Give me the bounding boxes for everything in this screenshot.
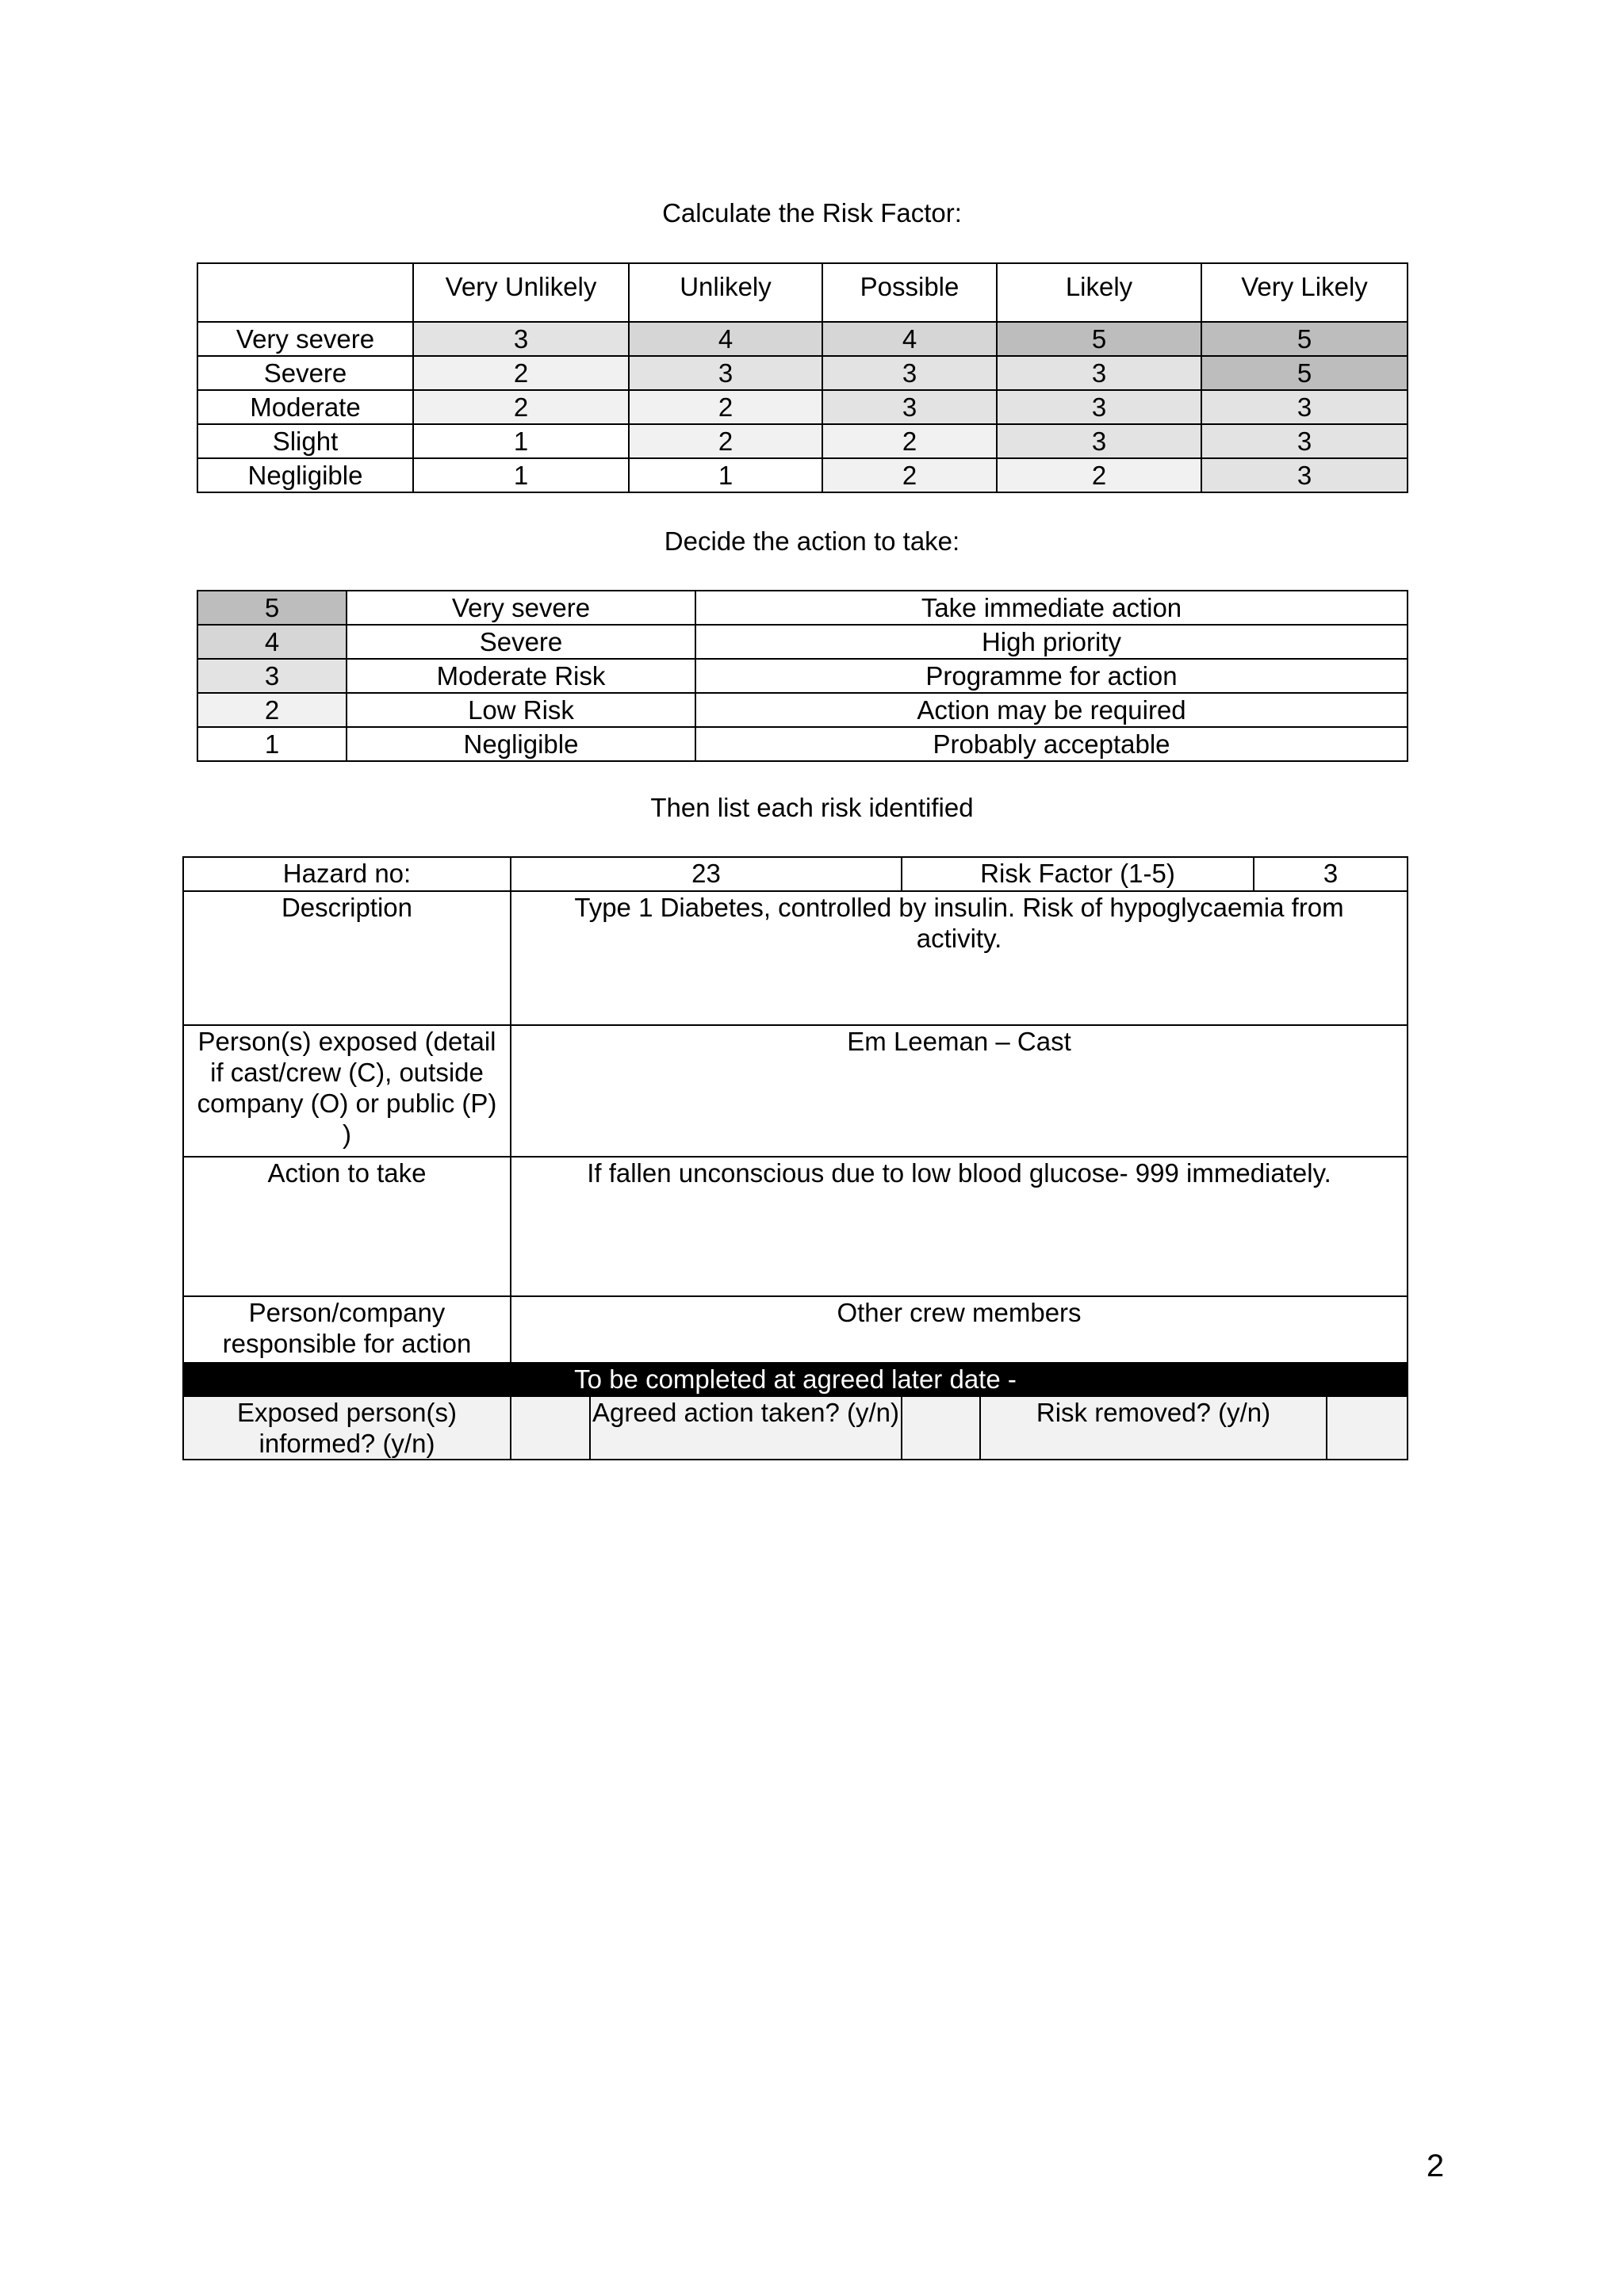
risk-cell: 4 [822,322,997,356]
severity-label: Very severe [197,322,413,356]
risk-cell: 5 [1201,356,1408,390]
risk-level: Low Risk [347,693,695,727]
matrix-row [197,390,1408,424]
persons-exposed-label: Person(s) exposed (detail if cast/crew (C), outside company (O) or public (P) ) [183,1025,511,1157]
action-to-take-row [183,1157,1408,1296]
action-guide-heading: Decide the action to take: [664,526,960,556]
action-row [197,693,1408,727]
action-guide-table [197,590,1408,762]
description-row [183,891,1408,1025]
action-taken-label: Agreed action taken? (y/n) [590,1396,902,1460]
risk-cell: 5 [997,322,1201,356]
risk-cell: 3 [1201,458,1408,492]
risk-cell: 3 [997,390,1201,424]
action-row [197,659,1408,693]
description-label: Description [183,891,511,1025]
risk-action: Action may be required [695,693,1408,727]
severity-label: Slight [197,424,413,458]
risk-matrix-table [197,262,1408,493]
severity-label: Severe [197,356,413,390]
risk-level: Negligible [347,727,695,761]
risk-score: 5 [197,591,347,625]
risk-cell: 3 [822,390,997,424]
risk-score: 1 [197,727,347,761]
risk-factor-label: Risk Factor (1-5) [902,857,1254,891]
informed-field[interactable] [511,1396,590,1460]
risk-cell: 2 [997,458,1201,492]
risk-action: Take immediate action [695,591,1408,625]
risk-level: Moderate Risk [347,659,695,693]
risk-cell: 1 [413,424,629,458]
responsible-value: Other crew members [511,1296,1408,1363]
hazard-record-table [182,856,1408,1460]
severity-label: Negligible [197,458,413,492]
risk-cell: 3 [629,356,822,390]
later-date-bar [183,1363,1408,1396]
likelihood-header: Very Likely [1201,263,1408,322]
likelihood-header: Likely [997,263,1201,322]
matrix-row [197,356,1408,390]
responsible-label: Person/company responsible for action [183,1296,511,1363]
risk-level: Severe [347,625,695,659]
action-row [197,727,1408,761]
risk-cell: 2 [822,458,997,492]
risk-cell: 2 [629,424,822,458]
risk-action: Programme for action [695,659,1408,693]
risk-cell: 2 [629,390,822,424]
action-row [197,591,1408,625]
risk-removed-field[interactable] [1327,1396,1408,1460]
informed-label: Exposed person(s) informed? (y/n) [183,1396,511,1460]
risk-action: High priority [695,625,1408,659]
risk-level: Very severe [347,591,695,625]
likelihood-header: Unlikely [629,263,822,322]
risk-matrix-heading: Calculate the Risk Factor: [662,198,962,228]
hazard-no-value: 23 [511,857,902,891]
risk-cell: 2 [413,356,629,390]
risk-score: 2 [197,693,347,727]
hazard-number-row [183,857,1408,891]
risk-cell: 1 [629,458,822,492]
risk-cell: 2 [822,424,997,458]
risk-score: 3 [197,659,347,693]
risk-cell: 3 [413,322,629,356]
risk-removed-label: Risk removed? (y/n) [980,1396,1327,1460]
risk-cell: 1 [413,458,629,492]
risk-cell: 2 [413,390,629,424]
matrix-row [197,458,1408,492]
matrix-row [197,424,1408,458]
follow-up-row [183,1396,1408,1460]
hazard-list-heading: Then list each risk identified [650,793,974,822]
persons-exposed-value: Em Leeman – Cast [511,1025,1408,1157]
action-row [197,625,1408,659]
action-to-take-value: If fallen unconscious due to low blood glucose- 999 immediately. [511,1157,1408,1296]
responsible-row [183,1296,1408,1363]
risk-cell: 3 [1201,390,1408,424]
risk-cell: 3 [822,356,997,390]
risk-action: Probably acceptable [695,727,1408,761]
risk-cell: 3 [997,424,1201,458]
corner-cell [197,263,413,322]
risk-cell: 3 [997,356,1201,390]
matrix-row [197,322,1408,356]
action-taken-field[interactable] [902,1396,980,1460]
description-value: Type 1 Diabetes, controlled by insulin. Risk of hypoglycaemia from activity. [511,891,1408,1025]
hazard-no-label: Hazard no: [183,857,511,891]
severity-label: Moderate [197,390,413,424]
risk-score: 4 [197,625,347,659]
risk-cell: 4 [629,322,822,356]
risk-cell: 5 [1201,322,1408,356]
later-date-text: To be completed at agreed later date - [183,1363,1408,1396]
likelihood-header: Very Unlikely [413,263,629,322]
risk-matrix-header-row [197,263,1408,322]
action-to-take-label: Action to take [183,1157,511,1296]
persons-exposed-row [183,1025,1408,1157]
risk-factor-value: 3 [1254,857,1408,891]
risk-cell: 3 [1201,424,1408,458]
likelihood-header: Possible [822,263,997,322]
page-number: 2 [1426,2149,1445,2183]
